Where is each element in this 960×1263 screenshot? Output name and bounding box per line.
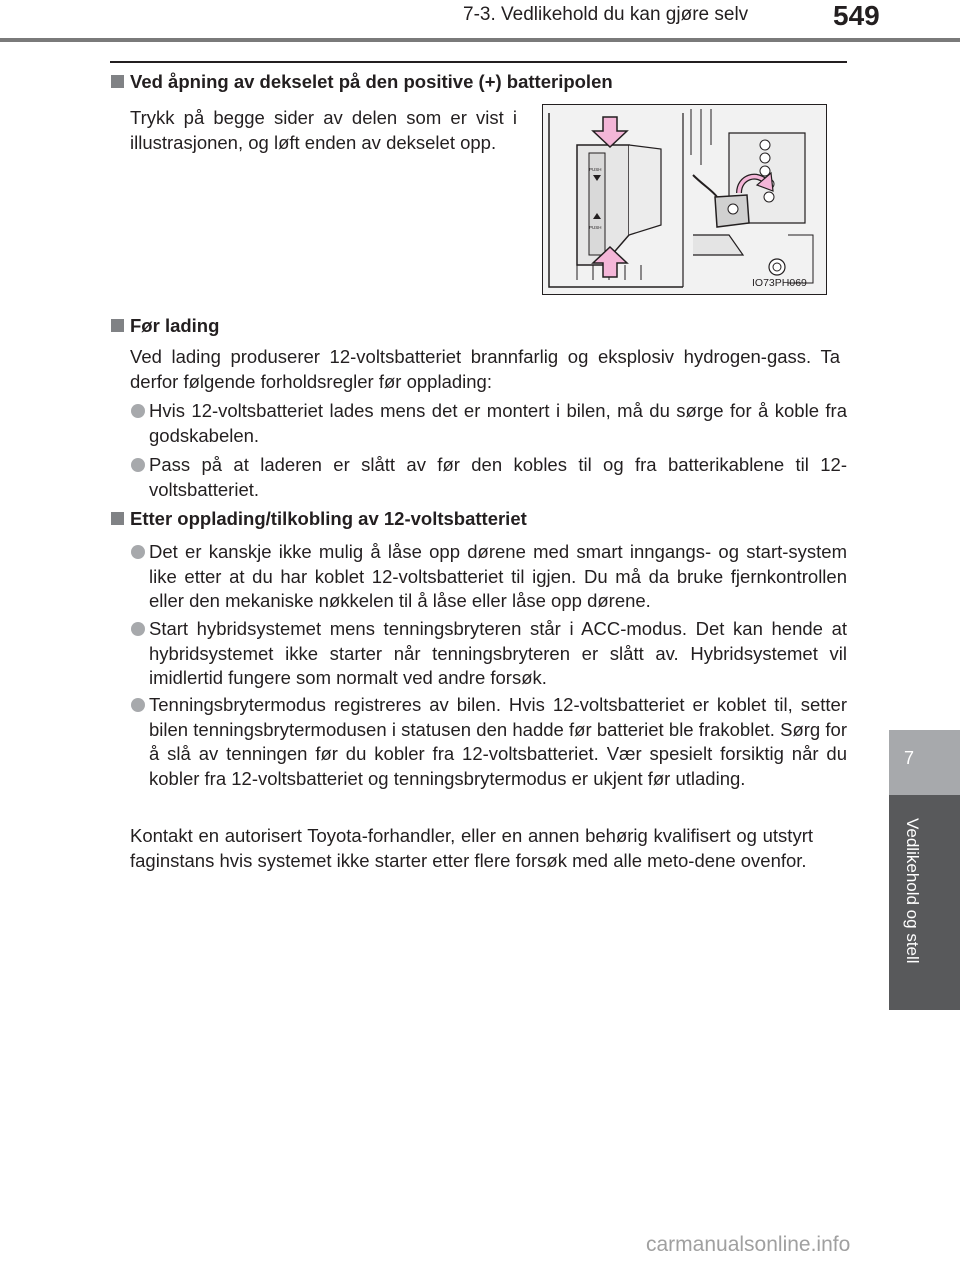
heading-after-charging: Etter opplading/tilkobling av 12-voltsbatteriet: [111, 508, 527, 530]
chapter-title: Vedlikehold og stell: [903, 818, 922, 964]
bullet-dot-icon: [131, 698, 145, 712]
heading-opening-cover: Ved åpning av dekselet på den positive (+) batteripolen: [111, 71, 613, 93]
list-item: Hvis 12-voltsbatteriet lades mens det er montert i bilen, må du sørge for å koble fra godskabelen.: [131, 399, 847, 448]
closing-note: Kontakt en autorisert Toyota-forhandler, eller en annen behørig kvalifisert og utstyrt faginstans hvis systemet ikke starter etter flere forsøk med alle meto-dene ovenfor.: [130, 825, 813, 871]
bullet-dot-icon: [131, 622, 145, 636]
push-mark-lower: PUSH: [589, 225, 602, 230]
section-title: 7-3. Vedlikehold du kan gjøre selv: [463, 4, 749, 25]
page-number: 549: [833, 0, 880, 31]
bullet-dot-icon: [131, 458, 145, 472]
header-rule: [0, 38, 960, 42]
charging-intro: Ved lading produserer 12-voltsbatteriet brannfarlig og eksplosiv hydrogen-gass. Ta derfor følgende forholdsregler før opplading:: [130, 346, 840, 392]
list-item: Pass på at laderen er slått av før den kobles til og fra batterikablene til 12-voltsbatteriet.: [131, 453, 847, 502]
section-square-icon: [111, 319, 124, 332]
list-item: Det er kanskje ikke mulig å låse opp dørene med smart inngangs- og start-system like etter at du har koblet 12-voltsbatteriet til igjen. Du må da bruke fjernkontrollen eller den mekaniske nøkkelen til å låse eller låse opp dørene.: [131, 540, 847, 614]
heading-before-charging: Før lading: [111, 315, 219, 337]
list-item: Start hybridsystemet mens tenningsbryteren står i ACC-modus. Det kan hende at hybridsystemet ikke starter når tenningsbryteren er slått av. Hybridsystemet vil imidlertid fungere som normalt ved andre forsøk.: [131, 617, 847, 691]
battery-illustration-svg: [543, 105, 826, 294]
chapter-number: 7: [903, 748, 914, 768]
opening-instructions: Trykk på begge sider av delen som er vist i illustrasjonen, og løft enden av dekselet opp.: [130, 107, 517, 153]
list-item: Tenningsbrytermodus registreres av bilen. Hvis 12-voltsbatteriet er koblet til, setter bilen tenningsbrytermodusen i statusen den hadde før batteriet ble frakoblet. Sørg for å slå av tenningen før du kobler fra 12-voltsbatteriet. Vær spesielt forsiktig når du kobler fra 12-voltsbatteriet og tenningsbrytermodus er ukjent før utlading.: [131, 693, 847, 791]
bullet-dot-icon: [131, 545, 145, 559]
watermark: carmanualsonline.info: [646, 1233, 851, 1256]
battery-cover-illustration: [542, 104, 827, 295]
push-mark-upper: PUSH: [589, 167, 602, 172]
section-square-icon: [111, 512, 124, 525]
section-square-icon: [111, 75, 124, 88]
figure-code: IO73PH069: [752, 277, 807, 289]
content-rule: [110, 61, 847, 63]
bullet-dot-icon: [131, 404, 145, 418]
